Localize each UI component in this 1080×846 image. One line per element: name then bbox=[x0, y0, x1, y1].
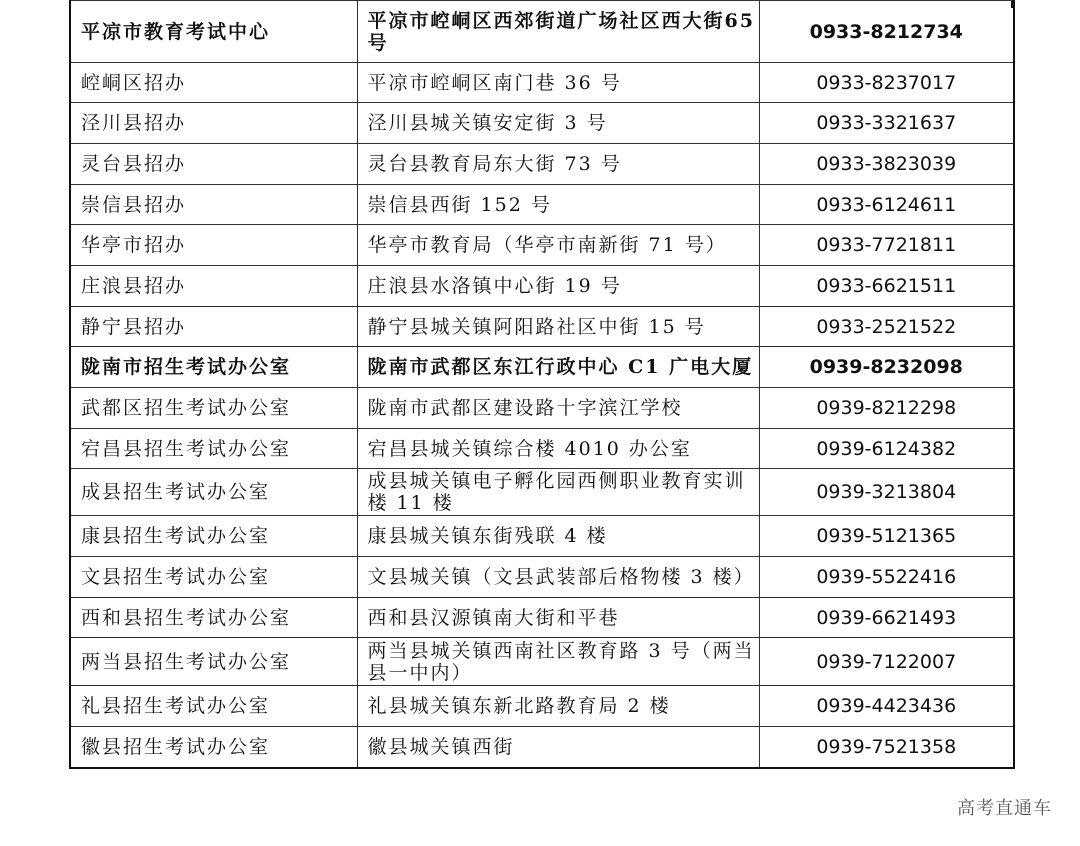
table-row bbox=[70, 686, 1014, 727]
office-name: 静宁县招办 bbox=[70, 307, 357, 347]
office-phone: 0939-6621493 bbox=[759, 598, 1014, 638]
table-row bbox=[70, 225, 1014, 266]
exam-office-contact-table bbox=[69, 0, 1015, 769]
table-row bbox=[70, 727, 1014, 768]
office-phone: 0939-7122007 bbox=[759, 638, 1014, 686]
watermark-text: 高考直通车 bbox=[957, 798, 1052, 819]
office-name: 崇信县招办 bbox=[70, 185, 357, 225]
office-name: 平凉市教育考试中心 bbox=[70, 1, 357, 63]
office-address: 华亭市教育局（华亭市南新街 71 号） bbox=[357, 225, 759, 266]
office-name: 庄浪县招办 bbox=[70, 266, 357, 307]
office-phone: 0933-2521522 bbox=[759, 307, 1014, 347]
office-name: 崆峒区招办 bbox=[70, 63, 357, 103]
table-row bbox=[70, 307, 1014, 347]
table-row bbox=[70, 557, 1014, 598]
table-row bbox=[70, 1, 1014, 63]
table-row bbox=[70, 347, 1014, 388]
table-row bbox=[70, 63, 1014, 103]
office-name: 徽县招生考试办公室 bbox=[70, 727, 357, 768]
office-name: 宕昌县招生考试办公室 bbox=[70, 429, 357, 469]
table-row bbox=[70, 103, 1014, 144]
office-phone: 0939-6124382 bbox=[759, 429, 1014, 469]
table-row bbox=[70, 185, 1014, 225]
table-row bbox=[70, 469, 1014, 516]
office-phone: 0939-5121365 bbox=[759, 516, 1014, 557]
office-name: 陇南市招生考试办公室 bbox=[70, 347, 357, 388]
office-address: 静宁县城关镇阿阳路社区中街 15 号 bbox=[357, 307, 759, 347]
table-row bbox=[70, 429, 1014, 469]
office-address: 陇南市武都区东江行政中心 C1 广电大厦 bbox=[357, 347, 759, 388]
office-address: 成县城关镇电子孵化园西侧职业教育实训楼 11 楼 bbox=[357, 469, 759, 516]
office-address: 徽县城关镇西街 bbox=[357, 727, 759, 768]
office-address: 泾川县城关镇安定街 3 号 bbox=[357, 103, 759, 144]
office-address: 康县城关镇东街残联 4 楼 bbox=[357, 516, 759, 557]
office-address: 平凉市崆峒区南门巷 36 号 bbox=[357, 63, 759, 103]
office-phone: 0933-3823039 bbox=[759, 144, 1014, 185]
office-name: 两当县招生考试办公室 bbox=[70, 638, 357, 686]
office-address: 崇信县西街 152 号 bbox=[357, 185, 759, 225]
table-row bbox=[70, 598, 1014, 638]
office-address: 灵台县教育局东大街 73 号 bbox=[357, 144, 759, 185]
office-address: 文县城关镇（文县武装部后格物楼 3 楼） bbox=[357, 557, 759, 598]
office-name: 康县招生考试办公室 bbox=[70, 516, 357, 557]
office-phone: 0933-8237017 bbox=[759, 63, 1014, 103]
office-address: 平凉市崆峒区西郊街道广场社区西大街65号 bbox=[357, 1, 759, 63]
table-row bbox=[70, 144, 1014, 185]
table-row bbox=[70, 638, 1014, 686]
office-phone: 0939-5522416 bbox=[759, 557, 1014, 598]
office-phone: 0939-3213804 bbox=[759, 469, 1014, 516]
office-name: 武都区招生考试办公室 bbox=[70, 388, 357, 429]
table-row bbox=[70, 516, 1014, 557]
table-row bbox=[70, 266, 1014, 307]
office-name: 成县招生考试办公室 bbox=[70, 469, 357, 516]
office-phone: 0939-7521358 bbox=[759, 727, 1014, 768]
office-address: 庄浪县水洛镇中心街 19 号 bbox=[357, 266, 759, 307]
office-address: 宕昌县城关镇综合楼 4010 办公室 bbox=[357, 429, 759, 469]
office-phone: 0933-3321637 bbox=[759, 103, 1014, 144]
office-phone: 0939-8212298 bbox=[759, 388, 1014, 429]
office-name: 华亭市招办 bbox=[70, 225, 357, 266]
office-address: 西和县汉源镇南大街和平巷 bbox=[357, 598, 759, 638]
office-name: 文县招生考试办公室 bbox=[70, 557, 357, 598]
office-address: 礼县城关镇东新北路教育局 2 楼 bbox=[357, 686, 759, 727]
table-row bbox=[70, 388, 1014, 429]
office-name: 西和县招生考试办公室 bbox=[70, 598, 357, 638]
office-name: 灵台县招办 bbox=[70, 144, 357, 185]
office-name: 礼县招生考试办公室 bbox=[70, 686, 357, 727]
office-phone: 0933-8212734 bbox=[759, 1, 1014, 63]
office-address: 陇南市武都区建设路十字滨江学校 bbox=[357, 388, 759, 429]
office-phone: 0933-6124611 bbox=[759, 185, 1014, 225]
office-phone: 0939-8232098 bbox=[759, 347, 1014, 388]
office-phone: 0939-4423436 bbox=[759, 686, 1014, 727]
office-name: 泾川县招办 bbox=[70, 103, 357, 144]
office-address: 两当县城关镇西南社区教育路 3 号（两当县一中内） bbox=[357, 638, 759, 686]
office-phone: 0933-6621511 bbox=[759, 266, 1014, 307]
office-phone: 0933-7721811 bbox=[759, 225, 1014, 266]
